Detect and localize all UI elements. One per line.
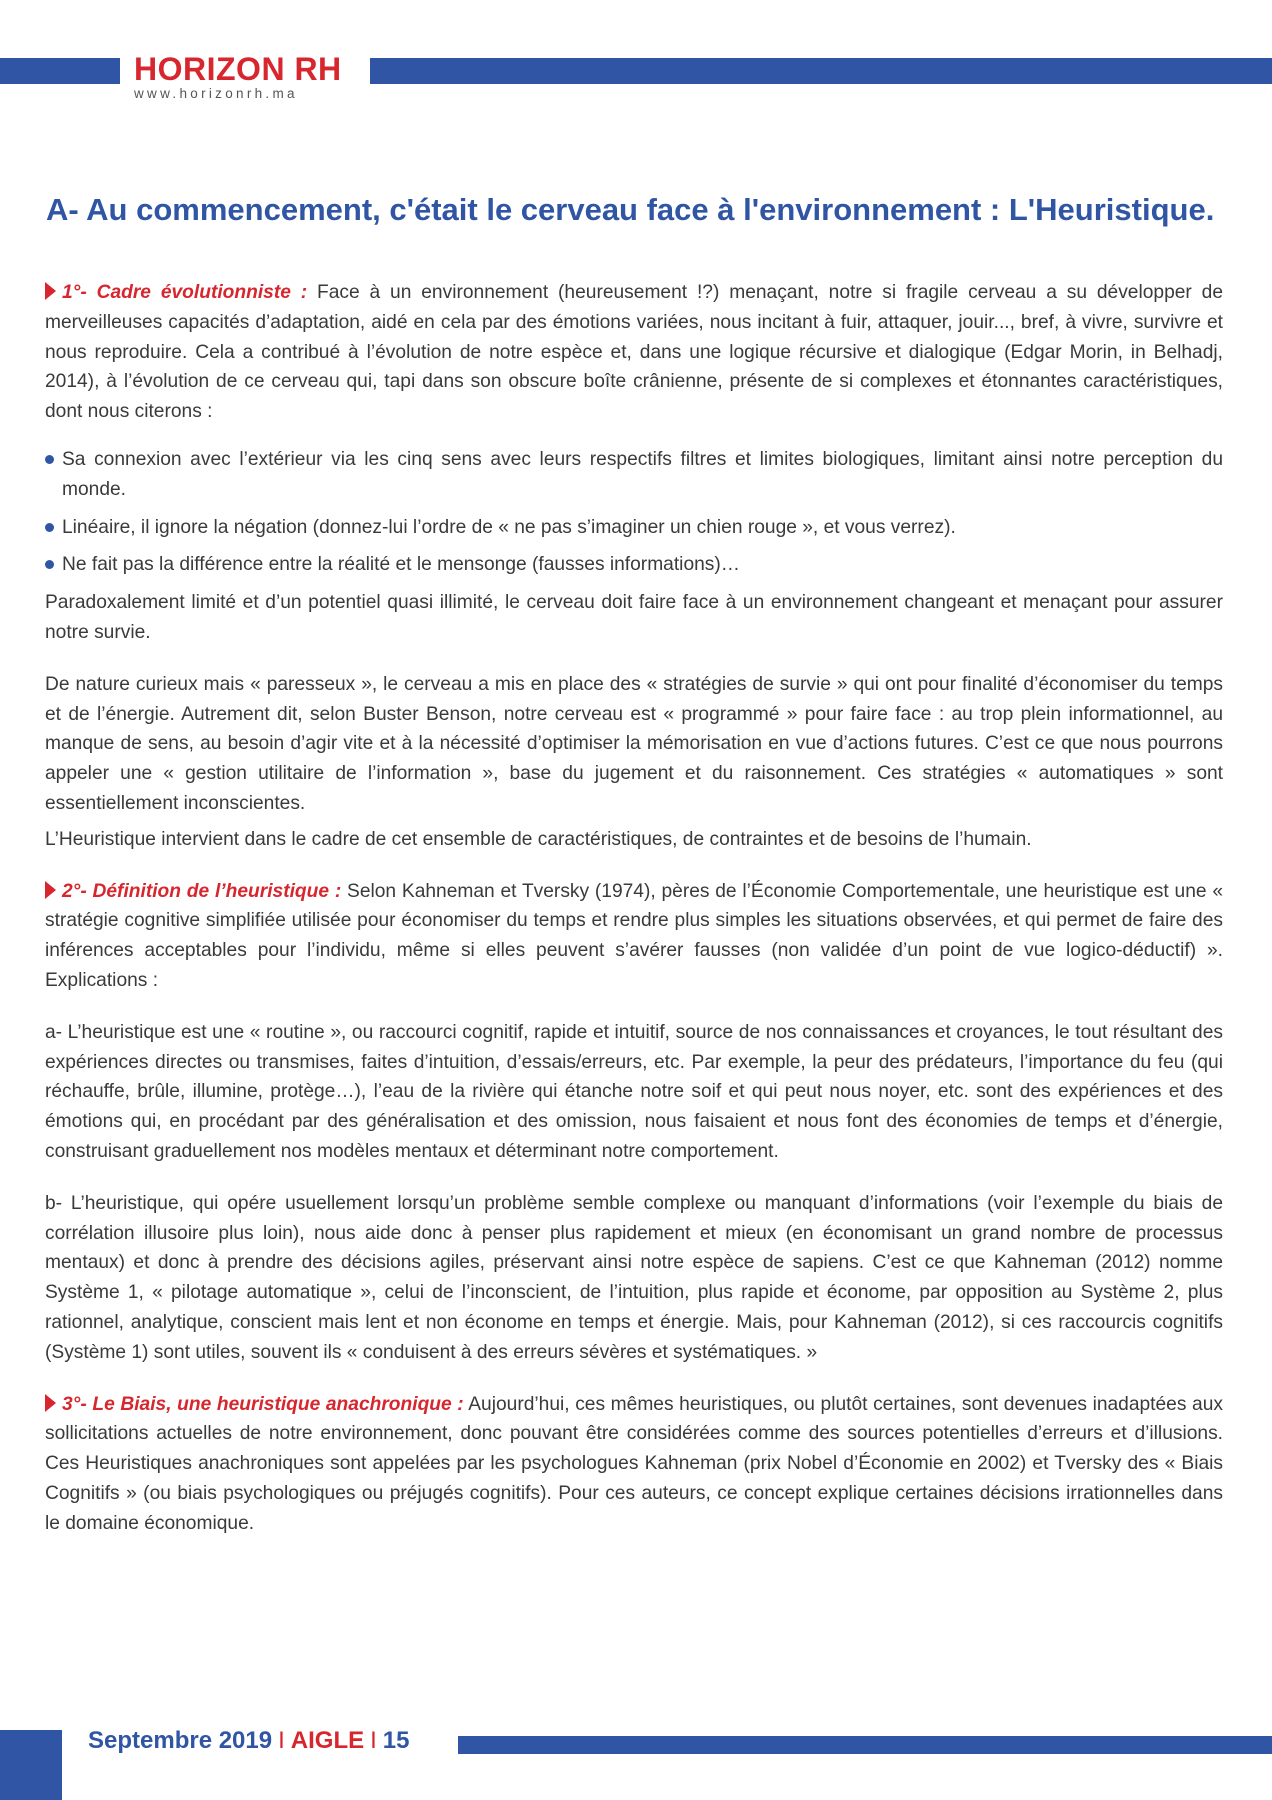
logo	[134, 52, 342, 101]
bullet-dot-icon	[45, 523, 54, 532]
section-3-label: 3°- Le Biais, une heuristique anachronique :	[62, 1393, 464, 1415]
section-2-intro	[45, 877, 1223, 996]
footer-magazine: AIGLE	[290, 1727, 365, 1754]
list-item	[45, 445, 1223, 505]
footer	[88, 1727, 410, 1755]
bullet-dot-icon	[45, 560, 54, 569]
list-item	[45, 550, 1223, 580]
header-bar-left	[0, 58, 120, 84]
arrow-right-icon	[45, 881, 56, 899]
section-2-paragraph-b: b- L’heuristique, qui opére usuellement lorsqu’un problème semble complexe ou manquant d’informations (voir l’exemple du biais de corrélation illusoire plus loin), nous aide donc à penser plus rapidement et mieux (en économisant un grand nombre de processus mentaux) et donc à prendre des décisions agiles, préservant ainsi notre espèce de sapiens. C’est ce que Kahneman (2012) nomme Système 1, « pilotage automatique », celui de l’inconscient, de l’intuition, plus rapide et économe, par opposition au Système 2, plus rationnel, analytique, conscient mais lent et non économe en temps et énergie. Mais, pour Kahneman (2012), si ces raccourcis cognitifs (Système 1) sont utiles, souvent ils « conduisent à des erreurs sévères et systématiques. »	[45, 1192, 1223, 1363]
list-item-text: Linéaire, il ignore la négation (donnez-lui l’ordre de « ne pas s’imaginer un chien rouge », et vous verrez).	[62, 516, 956, 538]
footer-bar-left	[0, 1730, 62, 1800]
characteristics-list	[45, 445, 1223, 580]
arrow-right-icon	[45, 1394, 56, 1412]
section-3-text: Aujourd’hui, ces mêmes heuristiques, ou plutôt certaines, sont devenues inadaptées aux sollicitations actuelles de notre environnement, donc pouvant être considérées comme des sources potentielles d’erreurs et d’illusions. Ces Heuristiques anachroniques sont appelées par les psychologues Kahneman (prix Nobel d’Économie en 2002) et Tversky des « Biais Cognitifs » (ou biais psychologiques ou préjugés cognitifs). Pour ces auteurs, ce concept explique certaines décisions irrationnelles dans le domaine économique.	[45, 1393, 1223, 1534]
footer-separator: I	[370, 1727, 377, 1754]
section-1-paragraph-3: De nature curieux mais « paresseux », le cerveau a mis en place des « stratégies de survie » qui ont pour finalité d’économiser du temps et de l’énergie. Autrement dit, selon Buster Benson, notre cerveau est « programmé » pour faire face : au trop plein informationnel, au manque de sens, au besoin d’agir vite et à la nécessité d’optimiser la mémorisation en vue d’actions futures. C’est ce que nous pourrons appeler une « gestion utilitaire de l’information », base du jugement et du raisonnement. Ces stratégies « automatiques » sont essentiellement inconscientes.	[45, 673, 1223, 814]
page-number: 15	[382, 1727, 410, 1754]
section-2-paragraph-a: a- L’heuristique est une « routine », ou raccourci cognitif, rapide et intuitif, source de nos connaissances et croyances, le tout résultant des expériences directes ou transmises, faites d’intuition, d’essais/erreurs, etc. Par exemple, la peur des prédateurs, l’importance du feu (qui réchauffe, brûle, illumine, protège…), l’eau de la rivière qui étanche notre soif et qui peut nous noyer, etc. sont des expériences et des émotions qui, en procédant par des généralisation et des omission, nous faisaient et nous font des économies de temps et d’énergie, construisant graduellement nos modèles mentaux et déterminant notre comportement.	[45, 1021, 1223, 1162]
arrow-right-icon	[45, 282, 56, 300]
header-bar-right	[370, 58, 1272, 84]
section-1-label: 1°- Cadre évolutionniste :	[62, 282, 308, 303]
article-body	[45, 278, 1223, 1538]
list-item-text: Ne fait pas la différence entre la réalité et le mensonge (fausses informations)…	[62, 554, 740, 576]
footer-date: Septembre 2019	[88, 1727, 273, 1754]
section-3-intro	[45, 1390, 1223, 1539]
logo-name: HORIZON RH	[134, 51, 342, 87]
section-2-label: 2°- Définition de l’heuristique :	[62, 880, 342, 902]
list-item	[45, 513, 1223, 543]
footer-separator: I	[278, 1727, 285, 1754]
page-title: A- Au commencement, c'était le cerveau face à l'environnement : L'Heuristique.	[46, 192, 1215, 227]
section-1-text: Face à un environnement (heureusement !?) menaçant, notre si fragile cerveau a su développer de merveilleuses capacités d’adaptation, aidé en cela par des émotions variées, nous incitant à fuir, attaquer, jouir..., bref, à vivre, survivre et nous reproduire. Cela a contribué à l’évolution de notre espèce et, dans une logique récursive et dialogique (Edgar Morin, in Belhadj, 2014), à l’évolution de ce cerveau qui, tapi dans son obscure boîte crânienne, présente de si complexes et étonnantes caractéristiques, dont nous citerons :	[45, 282, 1224, 423]
footer-bar-right	[458, 1736, 1272, 1754]
bullet-dot-icon	[45, 455, 54, 464]
section-2-text: Selon Kahneman et Tversky (1974), pères de l’Économie Comportementale, une heuristique est une « stratégie cognitive simplifiée utilisée pour économiser du temps et rendre plus simples les situations observées, et qui permet de faire des inférences acceptables pour l’individu, même si elles peuvent s’avérer fausses (non validée d’un point de vue logico-déductif) ». Explications :	[45, 880, 1223, 991]
section-1-paragraph-2: Paradoxalement limité et d’un potentiel quasi illimité, le cerveau doit faire face à un environnement changeant et menaçant pour assurer notre survie.	[45, 592, 1223, 643]
list-item-text: Sa connexion avec l’extérieur via les cinq sens avec leurs respectifs filtres et limites biologiques, limitant ainsi notre perception du monde.	[62, 448, 1223, 500]
section-1-paragraph-4: L’Heuristique intervient dans le cadre de cet ensemble de caractéristiques, de contraintes et de besoins de l’humain.	[45, 828, 1032, 850]
section-1-intro	[45, 278, 1223, 427]
logo-url: www.horizonrh.ma	[134, 86, 298, 101]
